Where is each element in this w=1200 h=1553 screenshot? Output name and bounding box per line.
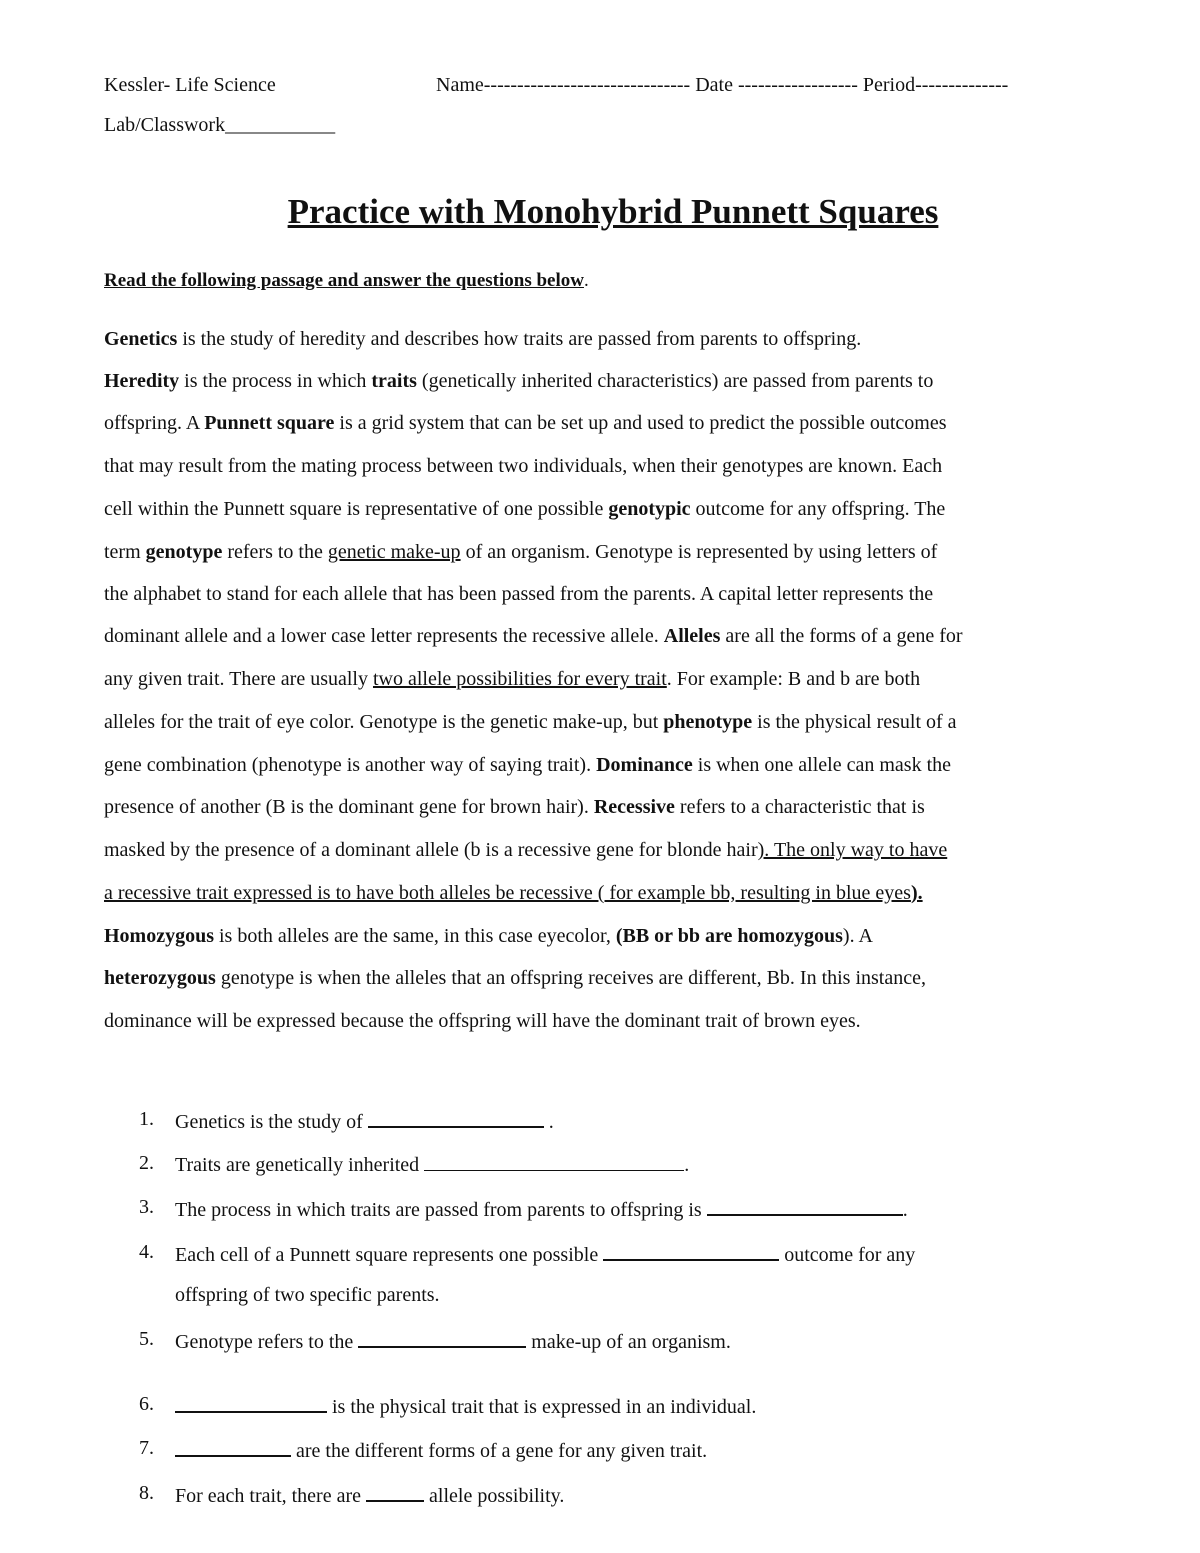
answer-blank[interactable] — [366, 1482, 424, 1502]
passage-line: the alphabet to stand for each allele that has been passed from the parents. A capital letter represents the — [104, 583, 934, 605]
answer-blank[interactable] — [424, 1152, 684, 1171]
passage-line: presence of another (B is the dominant gene for brown hair). Recessive refers to a characteristic that is — [104, 796, 925, 818]
answer-blank[interactable] — [175, 1393, 327, 1413]
question-continuation: offspring of two specific parents. — [175, 1284, 440, 1306]
passage-line: dominance will be expressed because the offspring will have the dominant trait of brown eyes. — [104, 1010, 861, 1032]
answer-blank[interactable] — [175, 1437, 291, 1457]
passage-line: that may result from the mating process between two individuals, when their genotypes are known. Each — [104, 455, 943, 477]
passage-line: any given trait. There are usually two allele possibilities for every trait. For example: B and b are both — [104, 668, 921, 690]
passage-line: dominant allele and a lower case letter represents the recessive allele. Alleles are all the forms of a gene for — [104, 625, 963, 647]
answer-blank[interactable] — [603, 1241, 779, 1261]
passage-line: cell within the Punnett square is representative of one possible genotypic outcome for any offspring. The — [104, 498, 946, 520]
passage-line: alleles for the trait of eye color. Genotype is the genetic make-up, but phenotype is the physical result of a — [104, 711, 957, 733]
passage-line: Genetics is the study of heredity and describes how traits are passed from parents to offspring. — [104, 328, 862, 350]
course-label: Kessler- Life Science — [104, 74, 276, 96]
passage-line: offspring. A Punnett square is a grid system that can be set up and used to predict the possible outcomes — [104, 412, 947, 434]
answer-blank[interactable] — [358, 1328, 526, 1348]
passage-line: term genotype refers to the genetic make-up of an organism. Genotype is represented by using letters of — [104, 541, 938, 563]
passage-line: masked by the presence of a dominant allele (b is a recessive gene for blonde hair). The only way to have — [104, 839, 948, 861]
passage-line: Heredity is the process in which traits (genetically inherited characteristics) are passed from parents to — [104, 370, 934, 392]
name-date-period-field: Name------------------------------- Date ------------------ Period-------------- — [436, 74, 1009, 96]
answer-blank[interactable] — [368, 1108, 544, 1128]
passage-line: heterozygous genotype is when the alleles that an offspring receives are different, Bb. In this instance, — [104, 967, 926, 989]
passage-line: gene combination (phenotype is another way of saying trait). Dominance is when one allele can mask the — [104, 754, 952, 776]
passage-line: a recessive trait expressed is to have both alleles be recessive ( for example bb, resulting in blue eyes). — [104, 882, 923, 904]
lab-classwork-label: Lab/Classwork___________ — [104, 114, 336, 136]
passage-line: Homozygous is both alleles are the same, in this case eyecolor, (BB or bb are homozygous). A — [104, 925, 873, 947]
page-title: Practice with Monohybrid Punnett Squares — [287, 192, 939, 231]
answer-blank[interactable] — [707, 1196, 903, 1216]
instructions: Read the following passage and answer the questions below. — [104, 270, 589, 291]
